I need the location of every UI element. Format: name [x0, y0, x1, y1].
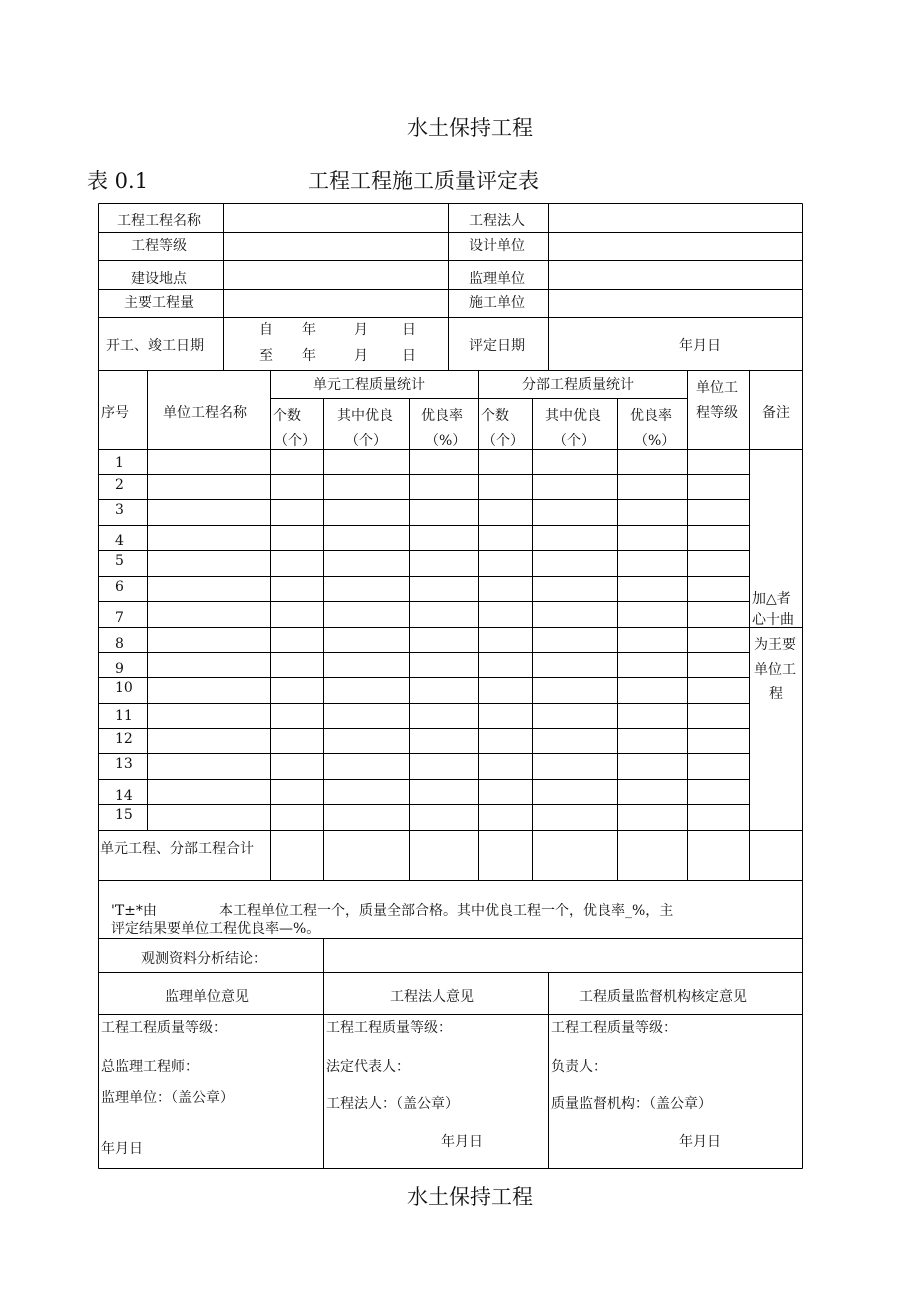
row-number: 12 [115, 731, 133, 747]
element-count-header: 个数 [273, 408, 301, 424]
legal-person-opinion-title: 工程法人意见 [390, 989, 474, 1005]
remark-note-line4: 单位工 [754, 662, 796, 678]
construction-unit-label: 施工单位 [469, 295, 525, 311]
row-number: 8 [115, 636, 124, 652]
agency-seal-label: 质量监督机构：（盖公章） [551, 1096, 712, 1112]
construction-location-label: 建设地点 [131, 271, 187, 287]
form-number: 表 0.1 [87, 169, 149, 193]
design-unit-label: 设计单位 [469, 238, 525, 254]
row-number: 14 [115, 788, 133, 804]
division-excellent-header: 其中优良 [545, 408, 601, 424]
document-header-title: 水土保持工程 [407, 116, 533, 140]
division-excellent-unit: （个） [553, 433, 595, 449]
supervision-unit-label: 监理单位 [469, 271, 525, 287]
remark-note-line3: 为王要 [754, 637, 796, 653]
row-number: 7 [115, 610, 124, 626]
legal-date-label: 年月日 [441, 1134, 483, 1150]
legal-representative-label: 法定代表人： [326, 1059, 410, 1075]
element-excellent-header: 其中优良 [337, 408, 393, 424]
element-count-unit: （个） [274, 433, 316, 449]
summary-text-line1: 本工程单位工程一个，质量全部合格。其中优良工程一个，优良率_%，主 [219, 903, 674, 919]
row-number: 5 [115, 553, 124, 569]
division-rate-header: 优良率 [630, 408, 672, 424]
supervision-date-label: 年月日 [101, 1141, 143, 1157]
row-number: 4 [115, 533, 124, 549]
chief-supervisor-label: 总监理工程师： [101, 1059, 199, 1075]
summary-text-line2: 评定结果要单位工程优良率—%。 [111, 921, 321, 937]
row-number: 1 [115, 455, 124, 471]
agency-responsible-person-label: 负责人： [551, 1059, 607, 1075]
row-number: 10 [115, 680, 133, 696]
element-excellent-unit: （个） [345, 433, 387, 449]
to-year-label: 年 [302, 348, 316, 364]
unit-name-header: 单位工程名称 [163, 405, 247, 421]
from-day-label: 日 [402, 322, 416, 338]
remark-note-line5: 程 [769, 686, 783, 702]
document-footer-title: 水土保持工程 [407, 1185, 533, 1209]
remark-note-line1: 加△者 [752, 591, 791, 607]
to-day-label: 日 [402, 348, 416, 364]
from-year-label: 年 [302, 322, 316, 338]
agency-grade-label: 工程工程质量等级： [551, 1020, 677, 1036]
project-grade-label: 工程等级 [131, 238, 187, 254]
element-rate-unit: （%） [425, 433, 467, 449]
supervision-opinion-title: 监理单位意见 [165, 989, 249, 1005]
remark-note-line2: 心十曲 [752, 612, 794, 628]
division-stats-group-header: 分部工程质量统计 [522, 377, 634, 393]
unit-grade-header-line1: 单位工 [696, 380, 738, 396]
seq-header: 序号 [101, 405, 129, 421]
start-end-date-label: 开工、竣工日期 [106, 338, 204, 354]
from-month-label: 月 [354, 322, 368, 338]
observation-conclusion-label: 观测资料分析结论： [141, 951, 267, 967]
division-count-unit: （个） [482, 433, 524, 449]
row-number: 11 [115, 708, 133, 724]
totals-row-label: 单元工程、分部工程合计 [100, 841, 254, 857]
agency-date-label: 年月日 [679, 1134, 721, 1150]
division-rate-unit: （%） [634, 433, 676, 449]
form-title: 工程工程施工质量评定表 [308, 169, 539, 193]
to-month-label: 月 [354, 348, 368, 364]
row-number: 15 [115, 807, 133, 823]
element-rate-header: 优良率 [421, 408, 463, 424]
division-count-header: 个数 [481, 408, 509, 424]
from-label: 自 [259, 322, 273, 338]
remark-header: 备注 [762, 405, 790, 421]
summary-left-label: 'T±*由 [111, 903, 157, 919]
row-number: 9 [115, 661, 124, 677]
evaluation-date-value: 年月日 [679, 338, 721, 354]
supervision-grade-label: 工程工程质量等级： [101, 1020, 227, 1036]
unit-grade-header-line2: 程等级 [696, 405, 738, 421]
row-number: 6 [115, 579, 124, 595]
row-number: 13 [115, 756, 133, 772]
evaluation-date-label: 评定日期 [469, 338, 525, 354]
row-number: 2 [115, 477, 124, 493]
supervision-unit-seal-label: 监理单位：（盖公章） [101, 1090, 234, 1106]
legal-person-seal-label: 工程法人：（盖公章） [326, 1096, 459, 1112]
to-label: 至 [259, 348, 273, 364]
legal-person-label: 工程法人 [469, 213, 525, 229]
main-quantity-label: 主要工程量 [124, 295, 194, 311]
element-stats-group-header: 单元工程质量统计 [313, 377, 425, 393]
project-name-label: 工程工程名称 [117, 213, 201, 229]
row-number: 3 [115, 502, 124, 518]
supervision-agency-opinion-title: 工程质量监督机构核定意见 [579, 989, 747, 1005]
legal-grade-label: 工程工程质量等级： [326, 1020, 452, 1036]
